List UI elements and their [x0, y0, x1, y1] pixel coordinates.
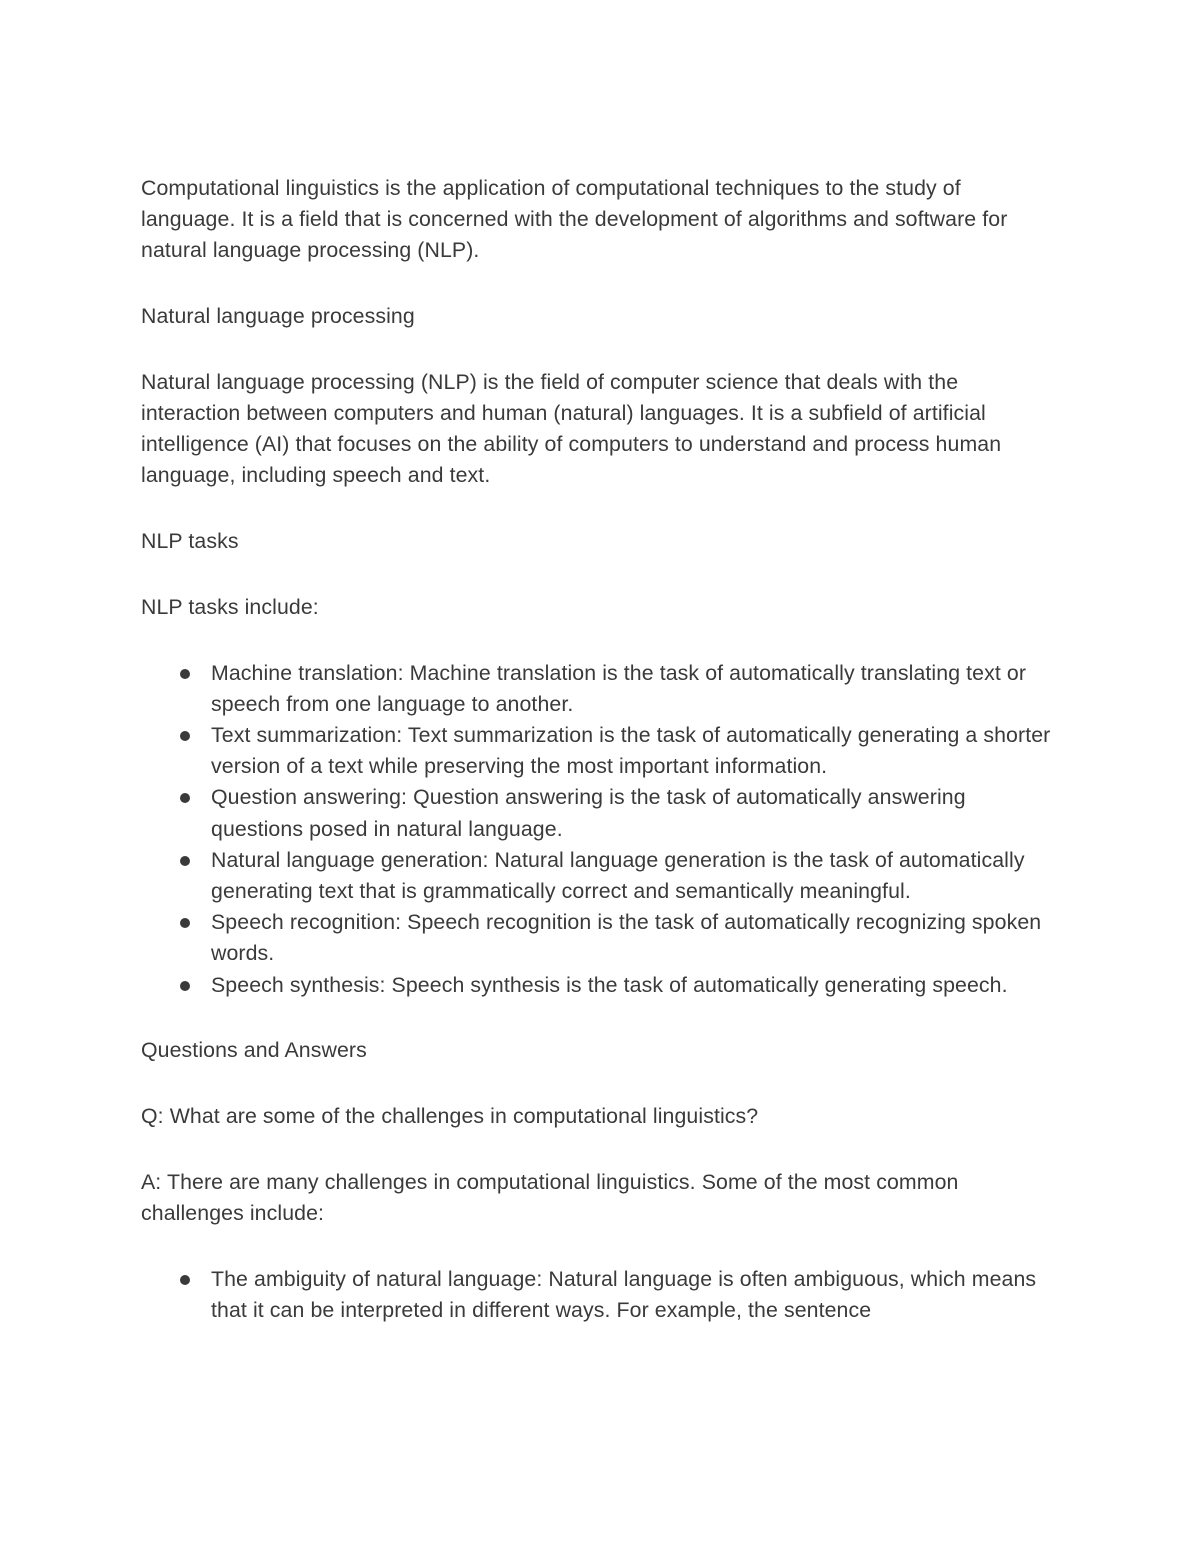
- list-item: [141, 845, 1061, 907]
- list-item: [141, 907, 1061, 969]
- bullet-icon: [180, 793, 190, 803]
- tasks-heading: NLP tasks: [141, 529, 239, 554]
- tasks-list: [141, 658, 1061, 1001]
- list-item-text: Natural language generation: Natural language generation is the task of automatically generating text that is grammatically correct and semantically meaningful.: [211, 847, 1025, 903]
- list-item: [141, 658, 1061, 720]
- bullet-icon: [180, 918, 190, 928]
- list-item: [141, 720, 1061, 782]
- bullet-icon: [180, 856, 190, 866]
- nlp-paragraph: Natural language processing (NLP) is the field of computer science that deals with the interaction between computers and human (natural) languages. It is a subfield of artificial intelligence (AI) that focuses on the ability of computers to understand and process human language, including speech and text.: [141, 369, 1002, 488]
- list-item-text: Speech recognition: Speech recognition is the task of automatically recognizing spoken words.: [211, 910, 1042, 966]
- question-text: Q: What are some of the challenges in computational linguistics?: [141, 1103, 759, 1128]
- document-body: [141, 173, 1061, 1326]
- list-item: [141, 1264, 1061, 1326]
- qa-heading: Questions and Answers: [141, 1038, 367, 1063]
- list-item: [141, 782, 1061, 844]
- list-item-text: Speech synthesis: Speech synthesis is the task of automatically generating speech.: [211, 972, 1008, 997]
- nlp-heading: Natural language processing: [141, 304, 415, 329]
- bullet-icon: [180, 1275, 190, 1285]
- bullet-icon: [180, 981, 190, 991]
- list-item-text: Text summarization: Text summarization is the task of automatically generating a shorter version of a text while preserving the most important information.: [211, 722, 1051, 779]
- bullet-icon: [180, 731, 190, 741]
- list-item: [141, 970, 1061, 1001]
- intro-paragraph: Computational linguistics is the application of computational techniques to the study of language. It is a field that is concerned with the development of algorithms and software for natural language processing (NLP).: [141, 176, 1008, 263]
- list-item-text: Question answering: Question answering is the task of automatically answering questions posed in natural language.: [211, 785, 966, 841]
- list-item-text: The ambiguity of natural language: Natural language is often ambiguous, which means that it can be interpreted in different ways. For example, the sentence: [211, 1266, 1037, 1322]
- answer-text: A: There are many challenges in computational linguistics. Some of the most common challenges include:: [141, 1169, 959, 1225]
- tasks-intro: NLP tasks include:: [141, 594, 319, 619]
- bullet-icon: [180, 669, 190, 679]
- list-item-text: Machine translation: Machine translation is the task of automatically translating text or speech from one language to another.: [211, 660, 1027, 716]
- challenges-list: [141, 1264, 1061, 1326]
